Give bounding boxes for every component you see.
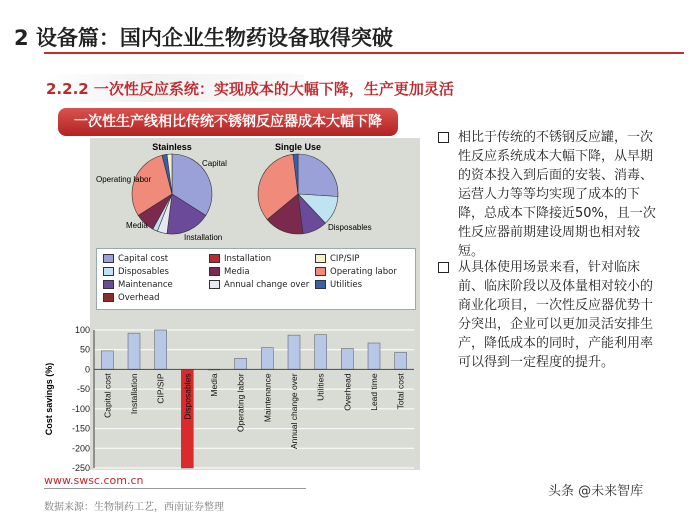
legend-item bbox=[103, 254, 168, 264]
cost-savings-bar-chart bbox=[40, 318, 420, 474]
bullet-paragraph-1 bbox=[438, 128, 660, 261]
legend-swatch bbox=[103, 293, 114, 302]
pie-charts bbox=[90, 138, 420, 248]
footer-divider bbox=[44, 488, 306, 489]
x-tick-label: Lead time bbox=[369, 373, 379, 411]
y-tick-label: 0 bbox=[84, 364, 90, 375]
y-tick-label: -250 bbox=[71, 463, 90, 473]
page-title: 2 设备篇：国内企业生物药设备取得突破 bbox=[14, 26, 393, 50]
legend-label: Disposables bbox=[118, 267, 169, 277]
legend-item bbox=[209, 254, 271, 264]
pie-label-installation: Installation bbox=[184, 233, 223, 242]
title-divider bbox=[44, 52, 684, 54]
data-source-note: 数据来源：生物制药工艺，西南证券整理 bbox=[44, 502, 224, 513]
x-tick-label: Disposables bbox=[182, 373, 193, 420]
y-tick-label: 100 bbox=[74, 325, 90, 335]
pie-label-capital: Capital bbox=[202, 159, 227, 168]
legend-swatch bbox=[209, 267, 220, 276]
legend-label: Capital cost bbox=[118, 254, 169, 264]
y-tick-label: -50 bbox=[76, 384, 90, 395]
legend-swatch bbox=[315, 254, 326, 263]
pie-label-disposables: Disposables bbox=[328, 223, 372, 232]
legend-item bbox=[103, 280, 173, 290]
x-tick-label: Installation bbox=[129, 373, 139, 415]
legend-label: Operating labor bbox=[330, 267, 397, 277]
bar-capital-cost bbox=[101, 351, 113, 370]
plot-area bbox=[94, 330, 414, 468]
bar-lead-time bbox=[368, 343, 380, 369]
watermark: 头条 @未来智库 bbox=[548, 484, 644, 499]
bar-maintenance bbox=[261, 348, 273, 370]
pie-label-media: Media bbox=[126, 221, 148, 230]
legend-swatch bbox=[103, 267, 114, 276]
section-subtitle: 2.2.2 一次性反应系统：实现成本的大幅下降，生产更加灵活 bbox=[46, 80, 454, 98]
footer-url[interactable]: www.swsc.com.cn bbox=[44, 474, 144, 487]
x-tick-label: Capital cost bbox=[102, 373, 113, 418]
legend-swatch bbox=[315, 267, 326, 276]
legend-swatch bbox=[103, 254, 114, 263]
bar-installation bbox=[128, 333, 140, 369]
bullet-text-2: 从具体使用场景来看，针对临床前、临床阶段以及体量相对较小的商业化项目，一次性反应器优势十分突出，企业可以更加灵活安排生产，降低成本的同时，产能利用率可以得到一定程度的提升。 bbox=[458, 260, 654, 370]
legend-item bbox=[209, 280, 309, 290]
bullet-paragraph-2 bbox=[438, 258, 660, 372]
legend-label: CIP/SIP bbox=[330, 254, 360, 264]
x-tick-label: Maintenance bbox=[262, 373, 273, 423]
legend-label: Utilities bbox=[330, 280, 362, 290]
y-tick-label: -200 bbox=[71, 443, 90, 454]
figure-banner: 一次性生产线相比传统不锈钢反应器成本大幅下降 bbox=[58, 108, 398, 136]
legend-swatch bbox=[315, 280, 326, 289]
x-tick-label: Media bbox=[209, 373, 219, 397]
bar-utilities bbox=[315, 335, 327, 370]
legend-swatch bbox=[209, 254, 220, 263]
pie-label-operating-labor: Operating labor bbox=[96, 175, 152, 184]
legend-swatch bbox=[209, 280, 220, 289]
legend-item bbox=[315, 267, 397, 277]
legend-item bbox=[315, 280, 362, 290]
y-tick-label: -100 bbox=[71, 403, 90, 414]
legend-label: Media bbox=[224, 267, 250, 277]
x-tick-label: CIP/SIP bbox=[155, 373, 166, 404]
checkbox-bullet-icon bbox=[438, 262, 449, 273]
pie-title-single-use: Single Use bbox=[274, 142, 322, 152]
bar-total-cost bbox=[395, 352, 407, 369]
x-tick-label: Total cost bbox=[395, 373, 406, 410]
bar-cip-sip bbox=[155, 330, 167, 369]
checkbox-bullet-icon bbox=[438, 132, 449, 143]
y-tick-label: -150 bbox=[71, 423, 90, 434]
pie-title-stainless: Stainless bbox=[152, 142, 192, 152]
chart-legend bbox=[96, 248, 416, 310]
x-tick-label: Annual change over bbox=[289, 373, 299, 450]
legend-label: Installation bbox=[224, 254, 272, 264]
bar-annual-change-over bbox=[288, 335, 300, 369]
pie-single-use bbox=[258, 154, 338, 234]
bar-operating-labor bbox=[235, 358, 247, 369]
bar-overhead bbox=[341, 349, 353, 370]
legend-label: Overhead bbox=[118, 293, 160, 303]
x-tick-label: Operating labor bbox=[235, 373, 246, 433]
legend-label: Annual change over bbox=[224, 280, 310, 290]
bullet-text-1: 相比于传统的不锈钢反应罐，一次性反应系统成本大幅下降，从早期的资本投入到后面的安装、消毒、运营人力等等均实现了成本的下降，总成本下降接近50%，且一次性反应器前期建设周期也相对较短。 bbox=[458, 130, 656, 259]
legend-item bbox=[103, 293, 160, 303]
pie-slice-capital-cost bbox=[298, 154, 338, 197]
legend-item bbox=[103, 267, 169, 277]
x-tick-label: Overhead bbox=[342, 373, 353, 411]
legend-label: Maintenance bbox=[118, 280, 173, 290]
legend-swatch bbox=[103, 280, 114, 289]
y-axis-label: Cost savings (%) bbox=[44, 362, 54, 436]
legend-item bbox=[209, 267, 250, 277]
x-tick-label: Utilities bbox=[315, 373, 326, 401]
legend-item bbox=[315, 254, 359, 264]
y-tick-label: 50 bbox=[79, 344, 90, 355]
